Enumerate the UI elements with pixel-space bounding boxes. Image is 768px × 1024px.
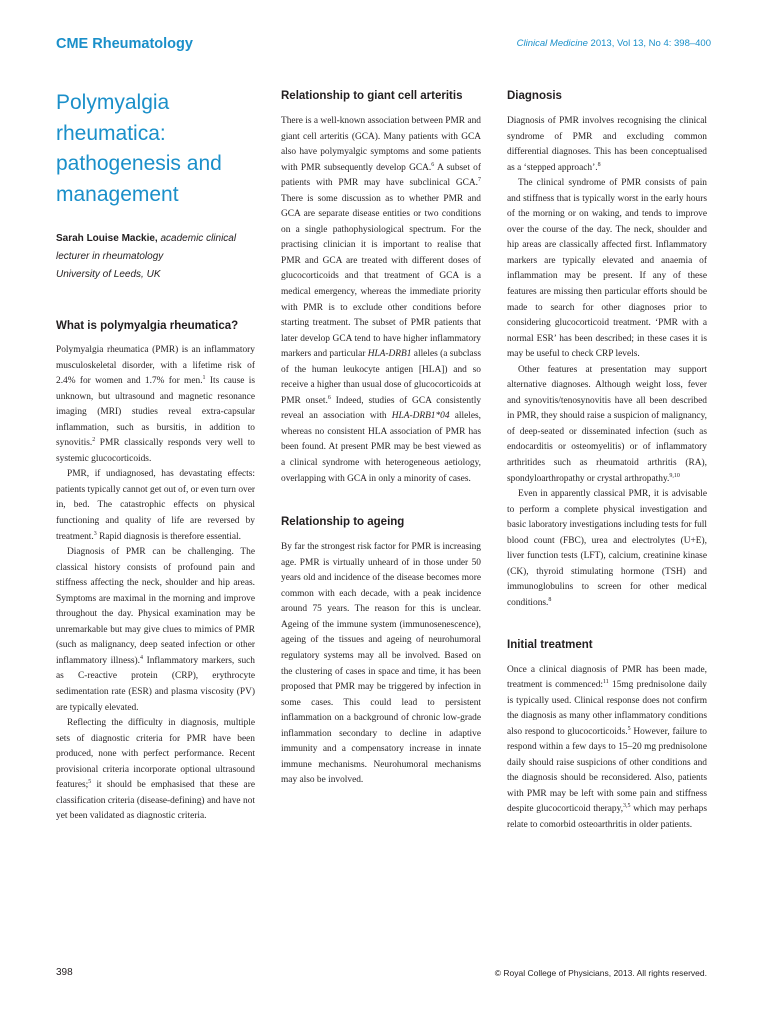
column-3 — [507, 88, 707, 834]
reference-marker[interactable]: 5 — [627, 725, 631, 732]
section-gca — [281, 88, 481, 487]
paragraph: Polymyalgia rheumatica (PMR) is an inflammatory musculoskeletal disorder, with a lifetime risk of 2.4% for women and 1.7% for men.$^1$ Its cause is unknown, but ultrasound and magnetic resonance imaging (MRI) studies reveal extra-capsular inflammation, such as bursitis, in addition to synovitis.$^2$ PMR classically responds very well to systemic glucocorticoids. — [56, 345, 255, 464]
author-name: Sarah Louise Mackie, — [56, 233, 158, 244]
reference-marker[interactable]: 3,5 — [623, 803, 631, 810]
copyright-notice: © Royal College of Physicians, 2013. All rights reserved. — [494, 968, 707, 978]
paragraph: Diagnosis of PMR involves recognising the clinical syndrome of PMR and excluding common differential diagnoses. This has been conceptualised as a ‘stepped approach’.$^8$ — [507, 116, 707, 173]
reference-marker[interactable]: 3 — [93, 530, 97, 537]
reference-marker[interactable]: 1 — [202, 374, 206, 381]
paragraph: Even in apparently classical PMR, it is advisable to perform a complete physical investigation and basic laboratory investigations including tests for full blood count (FBC), urea and electrolytes (U+E), liver function tests (LFT), calcium, creatinine kinase (CK), thyroid stimulating hormone (TSH) and immunoglobulins to screen for other medical conditions.$^8$ — [507, 489, 707, 608]
paragraph: PMR, if undiagnosed, has devastating effects: patients typically cannot get out of, or even turn over in, bed. The catastrophic effects on physical functioning and quality of life are reversed by treatment.$^3$ Rapid diagnosis is therefore essential. — [56, 469, 255, 542]
author-role: lecturer in rheumatology — [56, 251, 164, 262]
paragraph: Reflecting the difficulty in diagnosis, multiple sets of diagnostic criteria for PMR have been produced, none with perfect performance. Recent provisional criteria incorporate optional ultrasound features;$^5$ it should be emphasised that these are classification criteria (disease-defining) and have not yet been validated as diagnostic criteria. — [56, 718, 255, 822]
paragraph: The clinical syndrome of PMR consists of pain and stiffness that is typically worst in the early hours of the morning or on waking, and tends to improve over the course of the day. The neck, shoulder and hip areas are classically affected first. Inflammatory markers are typically elevated and anaemia of inflammation may be present. If any of these features are missing then particular efforts should be made to search for other diagnoses prior to considering glucocorticoid treatment. ‘PMR with a normal ESR’ has been described; in these cases it is may be useful to check CRP levels. — [507, 178, 707, 360]
gene-name: HLA-DRB1 — [367, 349, 412, 360]
reference-marker[interactable]: 8 — [597, 161, 601, 168]
journal-citation — [517, 38, 711, 49]
page-number: 398 — [56, 967, 73, 978]
title-line: Polymyalgia — [56, 91, 170, 114]
paragraph: Diagnosis of PMR can be challenging. The classical history consists of profound pain and stiffness affecting the neck, shoulder and hip areas. Symptoms are maximal in the morning and improve throughout the day. Physical examination may be unremarkable but may give clues to mimics of PMR (such as malignancy, deep seated infection or other inflammatory illness).$^4$ Inflammatory markers, such as C-reactive protein (CRP), erythrocyte sedimentation rate (ESR) and plasma viscosity (PV) are typically elevated. — [56, 547, 255, 713]
author-role: academic clinical — [160, 233, 237, 244]
column-2 — [281, 88, 481, 789]
title-line: management — [56, 182, 179, 206]
reference-marker[interactable]: 9,10 — [669, 472, 680, 479]
reference-marker[interactable]: 7 — [478, 177, 481, 184]
reference-marker[interactable]: 5 — [88, 779, 92, 786]
reference-marker[interactable]: 8 — [548, 596, 552, 603]
paragraph: By far the strongest risk factor for PMR is increasing age. PMR is virtually unheard of in those under 50 years old and incidence of the disease becomes more common with each decade, with a peak incidence around 75 years. The reason for this is unclear. Ageing of the immune system (immunosenescence), ageing of the tissues and ageing of neurohumoral regulatory systems may all be involved. Based on the clustering of cases in space and time, it has been proposed that PMR may be triggered by infection in some cases. This could lead to persistent inflammation on a background of chronic low-grade inflammation secondary to decline in adaptive immunity and a compensatory increase in innate immune mechanisms. Neurohumoral mechanisms may also be involved. — [281, 542, 481, 786]
paragraph: Once a clinical diagnosis of PMR has been made, treatment is commenced:$^{11}$ 15mg prednisolone daily is typically used. Clinical response does not confirm the diagnosis as many other inflammatory conditions also respond to glucocorticoids.$^5$ However, failure to respond within a few days to 15–20 mg prednisolone daily should raise suspicions of other conditions and the diagnosis should be reconsidered. Also, patients with PMR may be left with some pain and stiffness despite glucocorticoid therapy,$^{3,5}$ which may perhaps relate to comorbid osteoarthritis in older patients. — [507, 664, 707, 830]
section-diagnosis — [507, 88, 707, 612]
author-block — [56, 230, 255, 284]
title-line: rheumatica: — [56, 121, 166, 145]
gene-name: HLA-DRB1*04 — [391, 411, 450, 422]
author-affiliation: University of Leeds, UK — [56, 269, 161, 280]
journal-issue: 2013, Vol 13, No 4: 398–400 — [587, 38, 711, 49]
section-heading: Relationship to ageing — [281, 516, 405, 529]
section-treatment — [507, 637, 707, 834]
section-ageing — [281, 514, 481, 789]
section-heading: Diagnosis — [507, 90, 562, 102]
section-heading: What is polymyalgia rheumatica? — [56, 320, 239, 332]
section-what-is — [56, 318, 255, 825]
journal-name: Clinical Medicine — [516, 38, 588, 49]
reference-marker[interactable]: 6 — [327, 394, 331, 401]
paragraph: Other features at presentation may support alternative diagnoses. Although weight loss, fever and synovitis/tenosynovitis have all been described in PMR, they should raise a suspicion of malignancy, of deep-seated or disseminated infection (such as endocarditis or osteomyelitis) or of inflammatory arthritides such as rheumatoid arthritis (RA), spondyloarthropathy or crystal arthropathy.$^{9,10}$ — [507, 364, 707, 484]
reference-marker[interactable]: 6 — [431, 161, 435, 168]
reference-marker[interactable]: 2 — [92, 437, 96, 444]
reference-marker[interactable]: 11 — [603, 678, 609, 685]
section-heading: Relationship to giant cell arteritis — [281, 90, 463, 102]
section-label: CME Rheumatology — [56, 36, 193, 52]
article-title — [56, 88, 255, 210]
reference-marker[interactable]: 4 — [140, 654, 144, 661]
title-line: pathogenesis and — [56, 152, 222, 175]
column-1 — [56, 88, 255, 825]
paragraph: There is a well-known association between PMR and giant cell arteritis (GCA). Many patients with GCA also have polymyalgic symptoms and some patients with PMR subsequently develop GCA.$^6$ A subset of patients with PMR may have subclinical GCA.$^7$ There is some discussion as to whether PMR and GCA are separate disease entities or two conditions on a single pathophysiological spectrum. For the practising clinician it is important to realise that PMR and GCA are treated with different doses of glucocorticoids and that treatment of GCA is a medical emergency, whereas the immediate priority with PMR is to exclude other conditions before starting treatment. The subset of PMR patients that later develop GCA tend to have higher inflammatory markers and particular HLA-DRB1 alleles (a subclass of the human leukocyte antigen [HLA]) and so receive a higher than usual dose of glucocorticoids at PMR onset.$^6$ Indeed, studies of GCA consistently reveal an association with HLA-DRB1*04 alleles, whereas no consistent HLA association of PMR has been found. At present PMR may be best viewed as a clinical syndrome with heterogeneous aetiology, overlapping with GCA in only a minority of cases. — [281, 116, 482, 484]
section-heading: Initial treatment — [507, 638, 593, 651]
